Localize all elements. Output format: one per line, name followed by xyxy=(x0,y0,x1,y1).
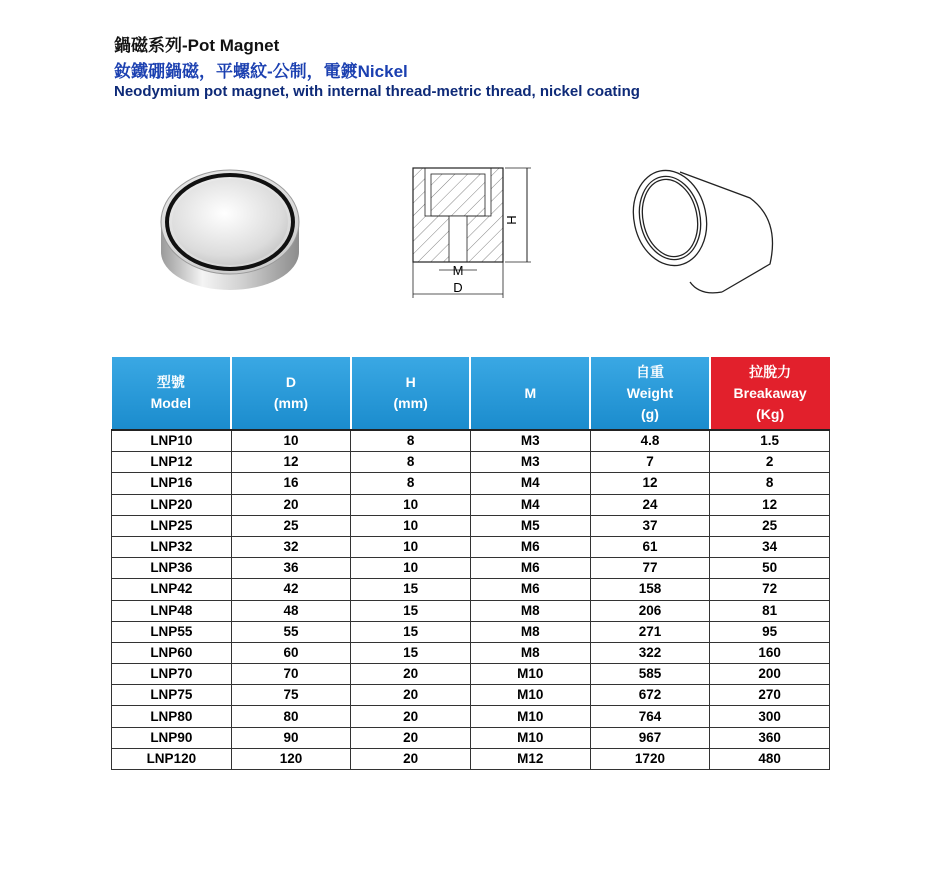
cell-breakaway: 95 xyxy=(710,621,830,642)
cell-breakaway: 270 xyxy=(710,685,830,706)
cell-breakaway: 1.5 xyxy=(710,430,830,452)
cell-model: LNP25 xyxy=(112,515,232,536)
cell-h: 8 xyxy=(351,452,471,473)
cell-d: 32 xyxy=(231,536,351,557)
cell-h: 8 xyxy=(351,473,471,494)
cell-breakaway: 8 xyxy=(710,473,830,494)
header-h: H (mm) xyxy=(351,357,471,430)
cell-m: M3 xyxy=(470,430,590,452)
cell-breakaway: 480 xyxy=(710,748,830,769)
cell-model: LNP75 xyxy=(112,685,232,706)
table-row xyxy=(112,558,830,579)
cell-d: 75 xyxy=(231,685,351,706)
cell-breakaway: 25 xyxy=(710,515,830,536)
title-chinese-detail: 釹鐵硼鍋磁，平螺紋-公制，電鍍Nickel xyxy=(114,62,408,81)
cell-m: M12 xyxy=(470,748,590,769)
cell-d: 48 xyxy=(231,600,351,621)
cell-breakaway: 200 xyxy=(710,664,830,685)
cell-breakaway: 72 xyxy=(710,579,830,600)
cell-m: M6 xyxy=(470,536,590,557)
title-english-detail: Neodymium pot magnet, with internal thread-metric thread, nickel coating xyxy=(114,83,640,100)
spec-table xyxy=(111,357,830,770)
cell-weight: 206 xyxy=(590,600,710,621)
cell-weight: 967 xyxy=(590,727,710,748)
cell-breakaway: 2 xyxy=(710,452,830,473)
table-row xyxy=(112,642,830,663)
cell-m: M5 xyxy=(470,515,590,536)
cell-model: LNP32 xyxy=(112,536,232,557)
cell-weight: 1720 xyxy=(590,748,710,769)
cell-weight: 764 xyxy=(590,706,710,727)
cell-m: M3 xyxy=(470,452,590,473)
cell-d: 36 xyxy=(231,558,351,579)
cross-section-drawing xyxy=(405,160,540,300)
cell-model: LNP16 xyxy=(112,473,232,494)
cell-d: 120 xyxy=(231,748,351,769)
cell-m: M6 xyxy=(470,558,590,579)
cell-d: 10 xyxy=(231,430,351,452)
cell-weight: 271 xyxy=(590,621,710,642)
header-weight: 自重 Weight (g) xyxy=(590,357,710,430)
cell-model: LNP10 xyxy=(112,430,232,452)
cell-breakaway: 50 xyxy=(710,558,830,579)
d-dimension-label: D xyxy=(453,280,463,295)
cell-weight: 37 xyxy=(590,515,710,536)
cell-model: LNP42 xyxy=(112,579,232,600)
cell-weight: 61 xyxy=(590,536,710,557)
table-row xyxy=(112,430,830,452)
cell-d: 12 xyxy=(231,452,351,473)
cell-d: 60 xyxy=(231,642,351,663)
cell-model: LNP55 xyxy=(112,621,232,642)
cell-h: 10 xyxy=(351,515,471,536)
cell-model: LNP120 xyxy=(112,748,232,769)
cell-d: 16 xyxy=(231,473,351,494)
cell-model: LNP80 xyxy=(112,706,232,727)
cell-breakaway: 300 xyxy=(710,706,830,727)
cell-h: 15 xyxy=(351,642,471,663)
cell-h: 10 xyxy=(351,494,471,515)
cell-model: LNP12 xyxy=(112,452,232,473)
cell-h: 20 xyxy=(351,706,471,727)
cell-model: LNP20 xyxy=(112,494,232,515)
cell-breakaway: 34 xyxy=(710,536,830,557)
cell-h: 8 xyxy=(351,430,471,452)
cell-breakaway: 81 xyxy=(710,600,830,621)
cell-d: 55 xyxy=(231,621,351,642)
cell-m: M10 xyxy=(470,685,590,706)
cell-m: M4 xyxy=(470,473,590,494)
cell-d: 70 xyxy=(231,664,351,685)
cell-model: LNP36 xyxy=(112,558,232,579)
cell-h: 20 xyxy=(351,685,471,706)
table-row xyxy=(112,452,830,473)
pot-magnet-photo xyxy=(155,160,305,295)
table-row xyxy=(112,706,830,727)
cell-model: LNP48 xyxy=(112,600,232,621)
cell-breakaway: 360 xyxy=(710,727,830,748)
cell-h: 20 xyxy=(351,727,471,748)
table-row xyxy=(112,727,830,748)
table-row xyxy=(112,748,830,769)
table-row xyxy=(112,664,830,685)
cell-d: 25 xyxy=(231,515,351,536)
cell-d: 80 xyxy=(231,706,351,727)
cell-h: 15 xyxy=(351,579,471,600)
cell-d: 20 xyxy=(231,494,351,515)
table-row xyxy=(112,536,830,557)
cell-h: 20 xyxy=(351,748,471,769)
cell-h: 20 xyxy=(351,664,471,685)
cell-d: 42 xyxy=(231,579,351,600)
cell-weight: 4.8 xyxy=(590,430,710,452)
cell-breakaway: 12 xyxy=(710,494,830,515)
cell-model: LNP60 xyxy=(112,642,232,663)
cell-d: 90 xyxy=(231,727,351,748)
m-dimension-label: M xyxy=(452,263,464,278)
cell-h: 15 xyxy=(351,600,471,621)
table-row xyxy=(112,494,830,515)
h-dimension-label: H xyxy=(504,215,519,225)
cell-m: M8 xyxy=(470,621,590,642)
cell-weight: 12 xyxy=(590,473,710,494)
cell-m: M10 xyxy=(470,664,590,685)
cell-weight: 672 xyxy=(590,685,710,706)
header-m: M xyxy=(470,357,590,430)
cell-model: LNP90 xyxy=(112,727,232,748)
table-row xyxy=(112,685,830,706)
cell-weight: 24 xyxy=(590,494,710,515)
table-row xyxy=(112,579,830,600)
cell-breakaway: 160 xyxy=(710,642,830,663)
cell-weight: 322 xyxy=(590,642,710,663)
table-header-row xyxy=(112,357,830,430)
header-model: 型號 Model xyxy=(112,357,232,430)
cell-m: M8 xyxy=(470,600,590,621)
table-row xyxy=(112,621,830,642)
cell-h: 10 xyxy=(351,558,471,579)
cell-weight: 158 xyxy=(590,579,710,600)
cell-m: M10 xyxy=(470,727,590,748)
cell-weight: 77 xyxy=(590,558,710,579)
cell-m: M10 xyxy=(470,706,590,727)
header-breakaway: 拉脫力 Breakaway (Kg) xyxy=(710,357,830,430)
cell-weight: 7 xyxy=(590,452,710,473)
cell-h: 15 xyxy=(351,621,471,642)
table-row xyxy=(112,600,830,621)
cell-h: 10 xyxy=(351,536,471,557)
cell-m: M8 xyxy=(470,642,590,663)
table-row xyxy=(112,515,830,536)
header-d: D (mm) xyxy=(231,357,351,430)
cell-model: LNP70 xyxy=(112,664,232,685)
cell-m: M6 xyxy=(470,579,590,600)
pot-magnet-sketch xyxy=(630,160,790,300)
cell-m: M4 xyxy=(470,494,590,515)
cell-weight: 585 xyxy=(590,664,710,685)
title-chinese-english: 鍋磁系列-Pot Magnet xyxy=(114,36,280,55)
table-row xyxy=(112,473,830,494)
